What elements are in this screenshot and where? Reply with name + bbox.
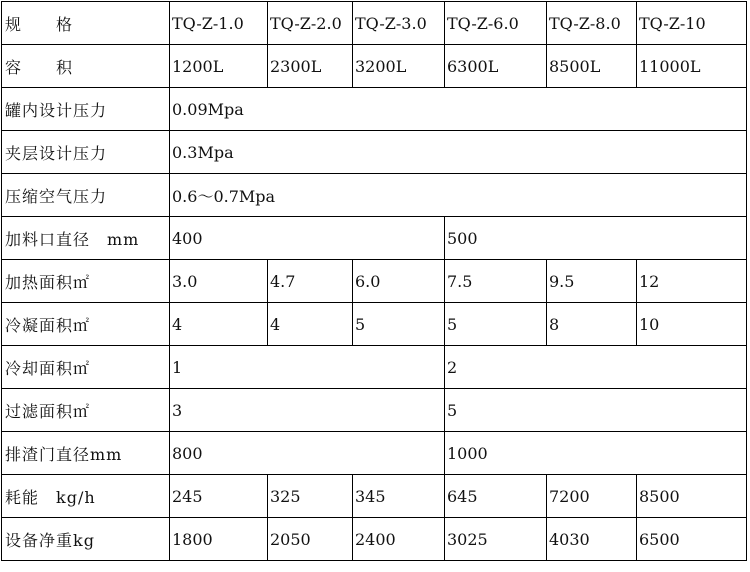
table-cell: 0.6～0.7Mpa [170,174,747,217]
spec-table-body [2,2,747,561]
table-cell: 5 [445,303,547,346]
table-cell: 4 [268,303,353,346]
table-cell: 345 [353,475,445,518]
table-cell: 5 [445,389,747,432]
table-cell: 11000L [637,45,747,88]
table-cell: 3200L [353,45,445,88]
table-row [2,45,747,88]
row-label: 耗能 kg/h [2,475,170,518]
table-row [2,217,747,260]
table-cell: 0.09Mpa [170,88,747,131]
table-cell: 2 [445,346,747,389]
spec-table [1,1,747,561]
table-cell: 325 [268,475,353,518]
table-row [2,2,747,45]
table-cell: 500 [445,217,747,260]
table-cell: 6.0 [353,260,445,303]
table-cell: 800 [170,432,445,475]
table-cell: 400 [170,217,445,260]
row-label: 排渣门直径mm [2,432,170,475]
table-cell: 2300L [268,45,353,88]
table-cell: 2050 [268,518,353,561]
table-cell: 0.3Mpa [170,131,747,174]
table-row [2,260,747,303]
table-row [2,432,747,475]
table-row [2,389,747,432]
table-cell: 4030 [547,518,637,561]
table-cell: 1800 [170,518,268,561]
row-label: 罐内设计压力 [2,88,170,131]
table-cell: TQ-Z-1.0 [170,2,268,45]
table-cell: 4 [170,303,268,346]
row-label: 压缩空气压力 [2,174,170,217]
table-cell: 645 [445,475,547,518]
table-cell: TQ-Z-10 [637,2,747,45]
table-row [2,88,747,131]
table-cell: 2400 [353,518,445,561]
table-cell: 5 [353,303,445,346]
row-label: 加热面积㎡ [2,260,170,303]
table-cell: 7200 [547,475,637,518]
table-cell: TQ-Z-8.0 [547,2,637,45]
table-cell: 3 [170,389,445,432]
table-row [2,174,747,217]
table-cell: 1000 [445,432,747,475]
table-row [2,518,747,561]
table-row [2,303,747,346]
table-cell: 4.7 [268,260,353,303]
table-row [2,346,747,389]
table-cell: 8500L [547,45,637,88]
table-cell: 10 [637,303,747,346]
table-cell: 7.5 [445,260,547,303]
table-cell: 8 [547,303,637,346]
table-cell: 1 [170,346,445,389]
table-cell: TQ-Z-3.0 [353,2,445,45]
table-cell: 245 [170,475,268,518]
row-label: 设备净重kg [2,518,170,561]
row-label: 冷凝面积㎡ [2,303,170,346]
table-cell: 3.0 [170,260,268,303]
table-row [2,475,747,518]
row-label: 冷却面积㎡ [2,346,170,389]
table-cell: TQ-Z-6.0 [445,2,547,45]
row-label: 过滤面积㎡ [2,389,170,432]
table-cell: 3025 [445,518,547,561]
table-cell: 6500 [637,518,747,561]
table-cell: 12 [637,260,747,303]
table-cell: 9.5 [547,260,637,303]
table-cell: 8500 [637,475,747,518]
row-label: 夹层设计压力 [2,131,170,174]
table-cell: 1200L [170,45,268,88]
row-label: 规 格 [2,2,170,45]
table-row [2,131,747,174]
row-label: 容 积 [2,45,170,88]
table-cell: 6300L [445,45,547,88]
table-cell: TQ-Z-2.0 [268,2,353,45]
row-label: 加料口直径 mm [2,217,170,260]
